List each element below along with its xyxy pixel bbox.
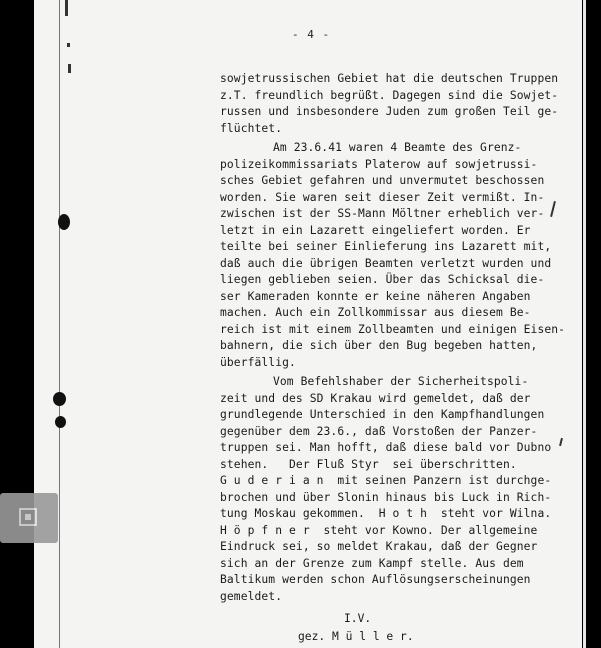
text-line: worden. Sie waren seit dieser Zeit vermißt. In-: [220, 190, 545, 204]
text-line: grundlegende Unterschied in den Kampfhandlungen: [220, 408, 545, 421]
margin-line: [59, 0, 60, 648]
text-line: brochen und über Slonin hinaus bis Luck in Rich-: [220, 490, 552, 504]
page-edge: [583, 0, 586, 648]
signature-iv: I.V.: [344, 612, 372, 625]
text-line: sich an der Grenze zum Kampf stelle. Aus dem: [220, 556, 524, 570]
punch-hole: [58, 214, 70, 230]
text-line: Vom Befehlshaber der Sicherheitspoli-: [273, 375, 529, 388]
text-line: zeit und des SD Krakau wird gemeldet, daß der: [220, 391, 531, 405]
text-line: liegen geblieben seien. Über das Schicksal die-: [220, 273, 545, 286]
text-line: polizeikommissariats Platerow auf sowjetrussi-: [220, 157, 538, 171]
text-line: flüchtet.: [220, 121, 283, 135]
margin-mark: [65, 0, 68, 16]
text-line: Baltikum werden schon Auflösungserscheinungen: [220, 573, 531, 586]
text-line: teilte bei seiner Einlieferung ins Lazarett mit,: [220, 240, 552, 253]
text-line: H ö p f n e r steht vor Kowno. Der allgemeine: [220, 523, 538, 537]
text-line: z.T. freundlich begrüßt. Dagegen sind die Sowjet-: [220, 88, 559, 102]
text-line: überfällig.: [220, 355, 296, 369]
text-line: stehen. Der Fluß Styr sei überschritten.: [220, 457, 517, 471]
text-line: tung Moskau gekommen. H o t h steht vor Wilna.: [220, 507, 552, 520]
margin-mark: [67, 43, 70, 47]
viewer-thumbnail-button[interactable]: [0, 493, 58, 543]
text-line: Am 23.6.41 waren 4 Beamte des Grenz-: [273, 141, 522, 154]
page-number: - 4 -: [292, 28, 331, 41]
text-line: G u d e r i a n mit seinen Panzern ist durchge-: [220, 474, 552, 487]
text-line: daß auch die übrigen Beamten verletzt wurden und: [220, 256, 552, 270]
text-line: gemeldet.: [220, 589, 283, 603]
text-line: russen und insbesondere Juden zum großen Teil ge-: [220, 105, 559, 118]
text-line: machen. Auch ein Zollkommissar aus diesem Be-: [220, 306, 531, 319]
text-line: truppen sei. Man hofft, daß diese bald vor Dubno: [220, 441, 552, 454]
margin-mark: [68, 64, 71, 73]
text-line: ser Kameraden konnte er keine näheren Angaben: [220, 289, 531, 303]
text-line: letzt in ein Lazarett eingeliefert worden. Er: [220, 223, 531, 237]
text-line: sches Gebiet gefahren und unvermutet beschossen: [220, 174, 545, 187]
text-line: bahnern, die sich über den Bug begeben hatten,: [220, 339, 538, 352]
text-line: sowjetrussischen Gebiet hat die deutschen Truppen: [220, 72, 559, 85]
signature-name: gez. M ü l l e r.: [298, 630, 414, 643]
punch-hole: [55, 416, 66, 428]
text-line: reich ist mit einem Zollbeamten und einigen Eisen-: [220, 322, 566, 336]
image-icon: [19, 508, 37, 526]
text-line: zwischen ist der SS-Mann Möltner erheblich ver-: [220, 207, 545, 220]
text-line: gegenüber dem 23.6., daß Vorstoßen der Panzer-: [220, 424, 538, 438]
text-line: Eindruck sei, so meldet Krakau, daß der Gegner: [220, 540, 538, 553]
punch-hole: [53, 392, 66, 406]
